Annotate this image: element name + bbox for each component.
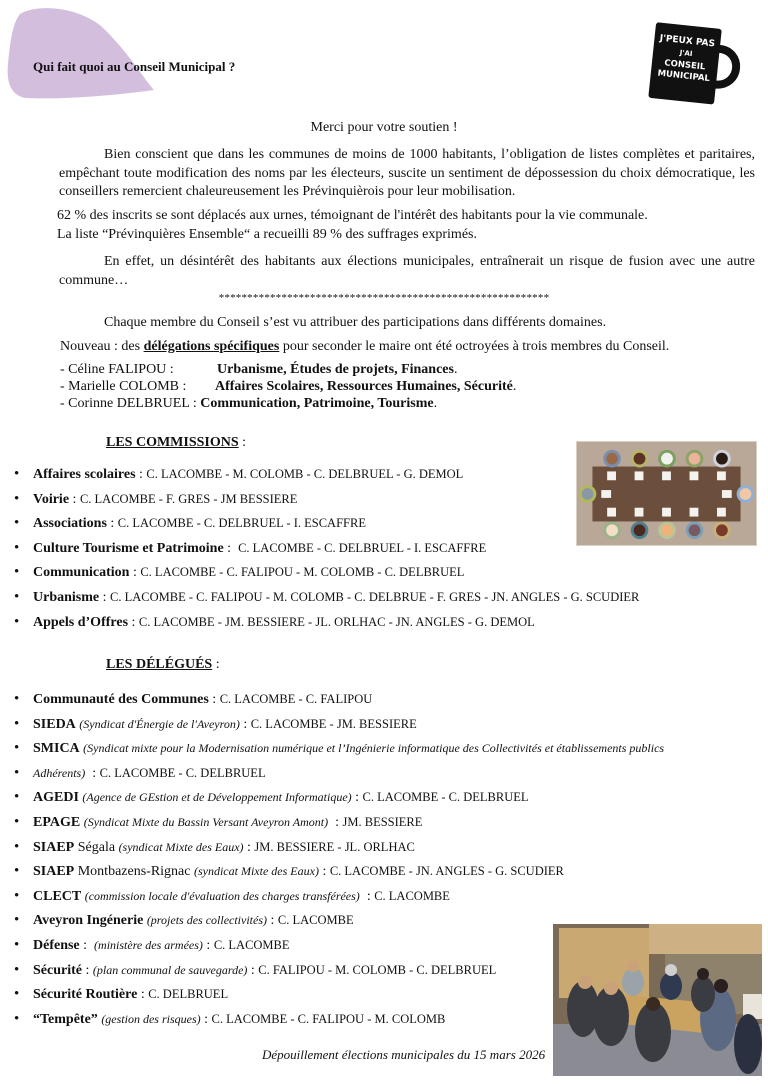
heading-suffix: : <box>212 657 220 672</box>
commission-members: C. LACOMBE - F. GRES - JM BESSIERE <box>79 491 298 506</box>
nouveau-prefix: Nouveau : des <box>60 339 144 354</box>
separator: : <box>81 962 93 978</box>
delegue-label: SMICA <box>33 741 80 757</box>
intro-paragraph-1: Bien conscient que dans les communes de moins de 1000 habitants, l’obligation de listes complètes et paritaires, empêchant toute modification des noms par les électeurs, suscite un sentiment de dépossession du choix démocratique, les conseillers remercient chaleureusement les Prévinquièrois pour leur mobilisation. <box>59 147 755 199</box>
delegue-detail: (projets des collectivités) <box>146 913 267 928</box>
mug-text-line4: MUNICIPAL <box>657 68 711 85</box>
commission-label: Communication <box>33 565 130 581</box>
commissions-heading <box>106 435 246 451</box>
separator: : <box>135 467 147 482</box>
separator: : <box>351 790 363 806</box>
separator: : <box>208 692 220 707</box>
delegue-detail: (ministère des armées) <box>94 937 203 952</box>
separator: : <box>239 716 251 732</box>
nouveau-suffix: pour seconder le maire ont été octroyées à trois membres du Conseil. <box>279 339 670 354</box>
delegue-detail: (plan communal de sauvegarde) <box>92 962 248 977</box>
delegue-label-plain: Montbazens-Rignac <box>74 864 191 880</box>
delegue-members: C. FALIPOU - M. COLOMB - C. DELBRUEL <box>258 962 497 977</box>
delegue-members: C. LACOMBE <box>277 913 354 928</box>
delegation-domains: Communication, Patrimoine, Tourisme <box>200 396 434 411</box>
commission-item <box>14 585 639 610</box>
delegue-item <box>14 785 664 810</box>
separator: : <box>328 814 343 830</box>
commission-label: Voirie <box>33 491 70 507</box>
commission-label: Associations <box>33 516 107 532</box>
commission-label: Appels d’Offres <box>33 614 129 630</box>
intro-paragraph-3: En effet, un désintérêt des habitants aux élections municipales, entraînerait un risque de fusion avec une autre commune… <box>59 254 755 288</box>
results-paragraph <box>57 207 757 244</box>
delegation-name: - Céline FALIPOU : <box>60 362 174 377</box>
delegue-label: Sécurité Routière <box>33 987 138 1003</box>
delegue-members: JM. BESSIERE <box>342 814 423 829</box>
delegue-members: C. LACOMBE <box>374 888 450 903</box>
delegue-members: C. DELBRUEL <box>148 987 229 1002</box>
delegue-detail: (syndicat Mixte des Eaux) <box>193 864 319 879</box>
delegue-item <box>14 687 664 712</box>
delegues-heading <box>106 657 220 673</box>
separator: : <box>106 516 118 532</box>
delegue-label: Communauté des Communes <box>33 692 209 707</box>
photo-caption: Dépouillement élections municipales du 15 mars 2026 <box>262 1047 546 1062</box>
delegue-label: “Tempête” <box>33 1011 98 1027</box>
delegation-end: . <box>512 379 517 394</box>
separator: ********************************************************** <box>218 292 550 304</box>
mug-text-line3: CONSEIL <box>663 58 706 73</box>
delegue-item <box>14 736 664 761</box>
mug-illustration-icon <box>646 22 744 106</box>
commission-item <box>14 462 639 487</box>
commissions-heading-text: LES COMMISSIONS <box>106 435 239 450</box>
commission-members: C. LACOMBE - C. FALIPOU - M. COLOMB - C. DELBRUE - F. GRES - JN. ANGLES - G. SCUDIER <box>110 589 640 604</box>
delegation-name: - Corinne DELBRUEL : <box>60 396 201 411</box>
separator: : <box>79 937 95 953</box>
separator: : <box>69 491 80 507</box>
delegue-item <box>14 859 664 884</box>
delegue-detail: (Syndicat d'Énergie de l'Aveyron) <box>79 716 240 731</box>
delegue-item <box>14 810 664 835</box>
separator: : <box>243 839 255 855</box>
delegue-label: Sécurité <box>33 962 82 978</box>
separator: : <box>129 565 141 581</box>
commission-members: C. LACOMBE - C. FALIPOU - M. COLOMB - C. DELBRUEL <box>140 565 465 580</box>
delegue-label: EPAGE <box>33 814 81 830</box>
separator: : <box>99 589 111 605</box>
delegue-members: C. LACOMBE - JM. BESSIERE <box>250 716 417 731</box>
commission-members: C. LACOMBE - C. DELBRUEL - I. ESCAFFRE <box>238 540 487 555</box>
commission-item <box>14 560 639 585</box>
delegue-members: C. LACOMBE <box>213 937 290 952</box>
commission-label: Culture Tourisme et Patrimoine <box>33 540 224 556</box>
delegue-members: C. LACOMBE - C. DELBRUEL <box>362 790 529 805</box>
separator: : <box>359 888 375 904</box>
commission-members: C. LACOMBE - C. DELBRUEL - I. ESCAFFRE <box>117 516 366 531</box>
page-title: Qui fait quoi au Conseil Municipal ? <box>33 59 236 74</box>
separator: : <box>267 913 278 929</box>
delegation-row <box>60 378 516 395</box>
commission-members: C. LACOMBE - M. COLOMB - C. DELBRUEL - G. DEMOL <box>146 467 464 481</box>
delegue-label: SIAEP <box>33 864 75 880</box>
delegue-label: SIEDA <box>33 716 76 732</box>
delegue-members: C. LACOMBE - JN. ANGLES - G. SCUDIER <box>329 864 564 879</box>
delegue-item-continuation <box>14 761 664 786</box>
delegation-domains: Affaires Scolaires, Ressources Humaines, Sécurité <box>215 379 513 394</box>
meeting-table-illustration-icon <box>576 441 757 546</box>
delegue-members: JM. BESSIERE - JL. ORLHAC <box>254 839 415 854</box>
delegue-detail: (Agence de GEstion et de Développement Informatique) <box>82 790 352 805</box>
delegue-label-plain: Ségala <box>74 839 116 855</box>
nouveau-emphasis: délégations spécifiques <box>143 339 280 354</box>
commission-item <box>14 511 639 536</box>
delegue-item <box>14 835 664 860</box>
separator: : <box>223 540 239 556</box>
separator: : <box>85 765 100 781</box>
mug-text-line1: J'PEUX PAS <box>659 33 716 50</box>
delegues-heading-text: LES DÉLÉGUÉS <box>106 657 213 672</box>
delegue-detail: (gestion des risques) <box>101 1011 201 1026</box>
delegue-item <box>14 712 664 737</box>
delegue-detail: (Syndicat Mixte du Bassin Versant Aveyron Amont) <box>83 814 329 829</box>
delegue-detail: (Syndicat mixte pour la Modernisation numérique et l’Ingénierie informatique des Collectivités et établissements publics <box>83 741 665 756</box>
delegation-row <box>60 395 516 412</box>
commission-item <box>14 487 639 512</box>
separator: : <box>318 864 330 880</box>
decorative-blob-shape <box>6 4 154 100</box>
commission-item <box>14 536 639 561</box>
delegation-domains: Urbanisme, Études de projets, Finances <box>217 362 454 377</box>
result-line: La liste “Prévinquières Ensemble“ a recueilli 89 % des suffrages exprimés. <box>57 226 477 242</box>
delegue-label: AGEDI <box>33 790 79 806</box>
separator: : <box>247 962 259 978</box>
delegations-list <box>60 361 516 412</box>
thanks-line: Merci pour votre soutien ! <box>310 120 458 135</box>
delegue-members: C. LACOMBE - C. DELBRUEL <box>99 765 266 780</box>
separator: : <box>128 614 139 630</box>
delegue-label: Défense <box>33 937 80 953</box>
delegation-name: - Marielle COLOMB : <box>60 379 187 394</box>
mug-text-line2: J'AI <box>679 48 693 59</box>
delegue-label: Aveyron Ingénerie <box>33 913 144 929</box>
intro-paragraph-4: Chaque membre du Conseil s’est vu attribuer des participations dans différents domaines. <box>104 315 607 330</box>
heading-suffix: : <box>238 435 247 450</box>
delegue-members: C. LACOMBE - C. FALIPOU - M. COLOMB <box>211 1011 446 1026</box>
vote-counting-photo <box>553 924 762 1076</box>
nouveau-paragraph <box>60 338 760 357</box>
turnout-line: 62 % des inscrits se sont déplacés aux urnes, témoignant de l'intérêt des habitants pour la vie communale. <box>57 208 648 223</box>
delegation-row <box>60 361 516 378</box>
commission-label: Affaires scolaires <box>33 467 136 482</box>
commission-label: Urbanisme <box>33 589 100 605</box>
commission-item <box>14 610 639 635</box>
separator: : <box>137 987 149 1003</box>
commission-members: C. LACOMBE - JM. BESSIERE - JL. ORLHAC - JN. ANGLES - G. DEMOL <box>138 614 535 629</box>
separator: : <box>202 937 214 953</box>
commissions-list <box>14 462 639 634</box>
delegue-label: CLECT <box>33 888 82 904</box>
delegue-members: C. LACOMBE - C. FALIPOU <box>219 692 373 706</box>
delegue-detail: (syndicat Mixte des Eaux) <box>118 839 244 854</box>
delegue-item <box>14 884 664 909</box>
delegation-end: . <box>433 396 438 411</box>
separator: : <box>200 1011 212 1027</box>
delegue-detail: Adhérents) <box>33 765 86 780</box>
delegue-detail: (commission locale d'évaluation des charges transférées) <box>84 888 360 903</box>
delegue-label: SIAEP <box>33 839 75 855</box>
delegation-end: . <box>453 362 458 377</box>
